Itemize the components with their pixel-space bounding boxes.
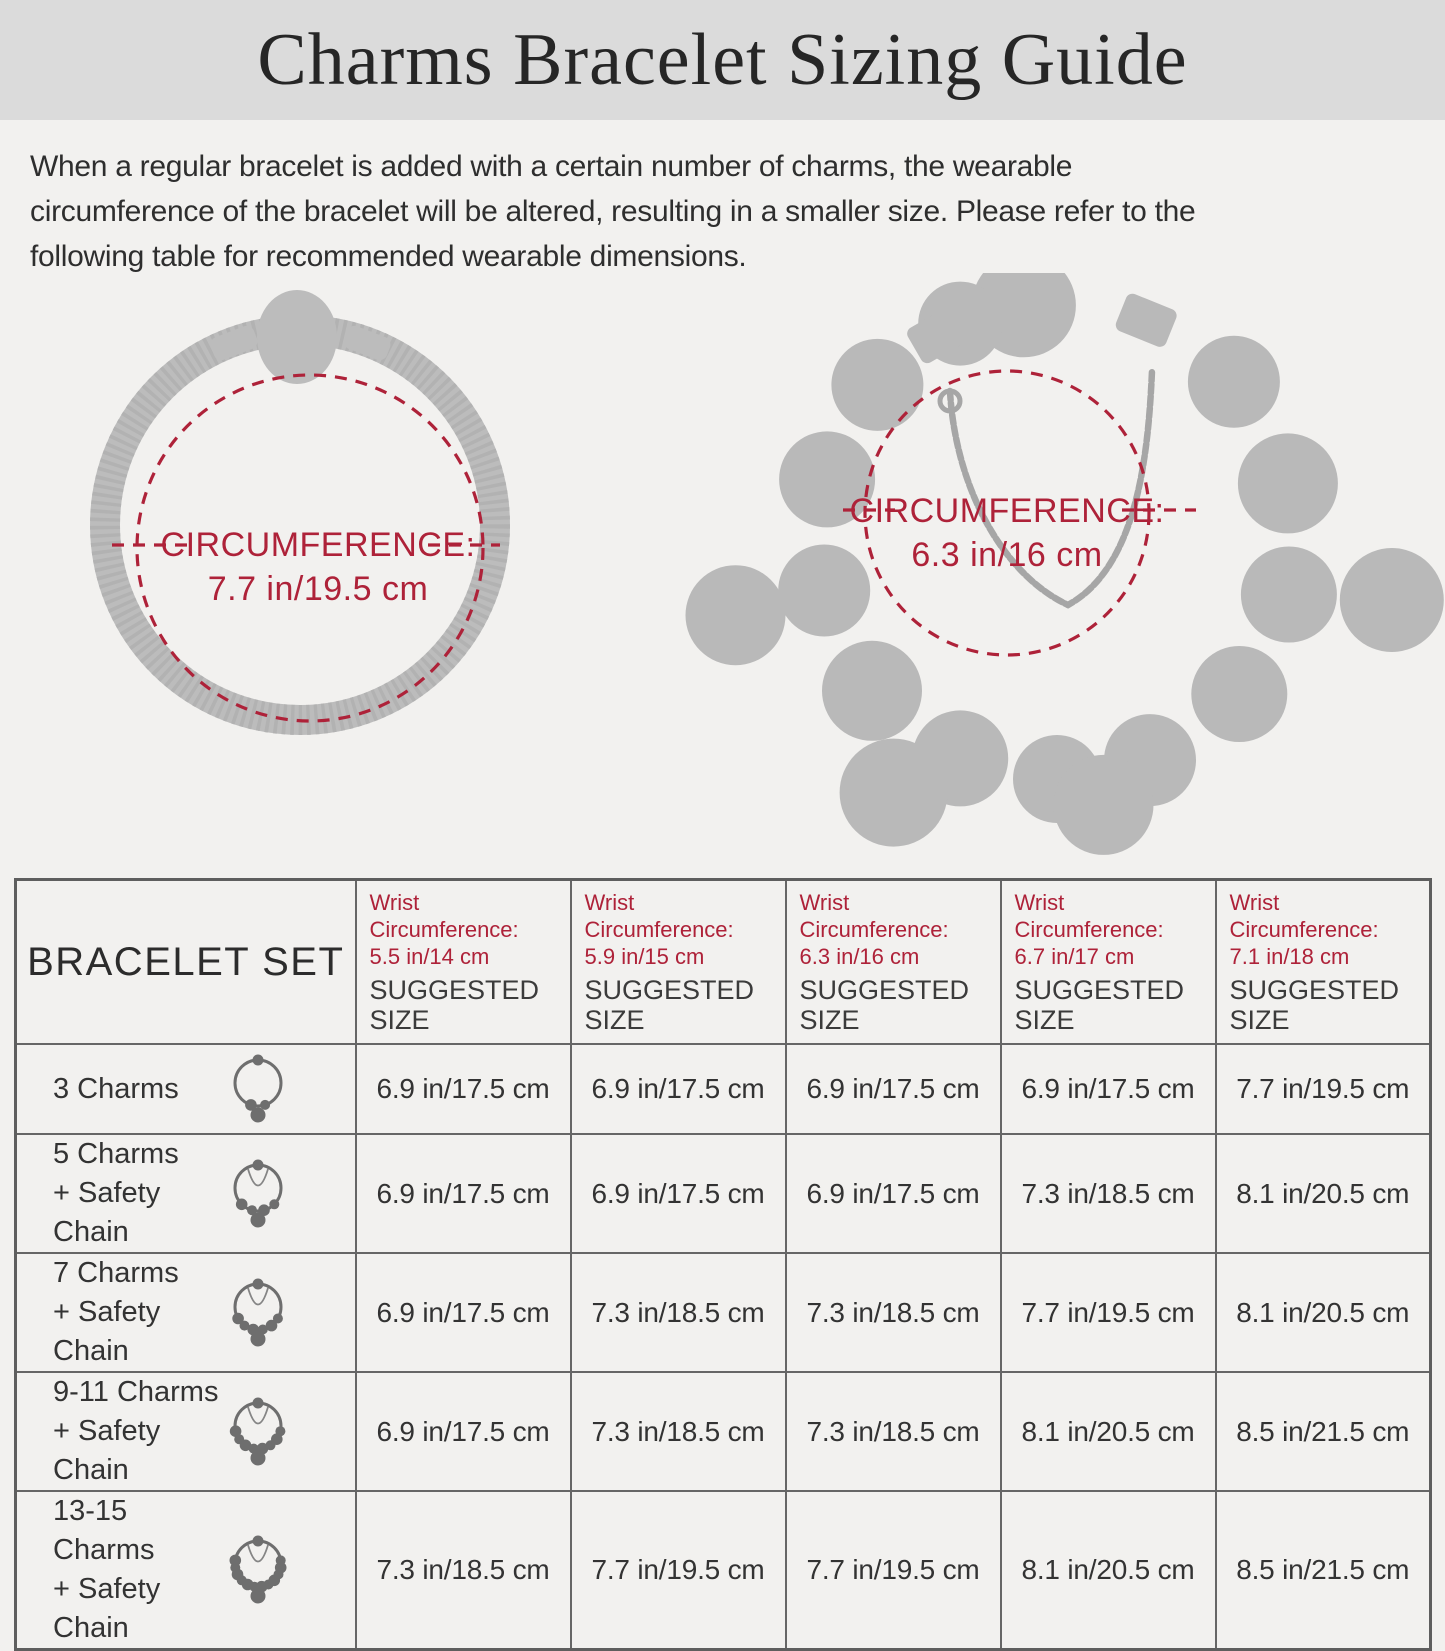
suggested-size-value: 7.3 in/18.5 cm xyxy=(786,1253,1001,1372)
suggested-size-value: 8.1 in/20.5 cm xyxy=(1216,1134,1431,1253)
wrist-circumference-label: Wrist Circumference: xyxy=(584,890,734,942)
suggested-size-value: 8.1 in/20.5 cm xyxy=(1001,1491,1216,1650)
wrist-column-header xyxy=(786,880,1001,1045)
bracelet-set-label: 3 Charms xyxy=(53,1072,179,1105)
table-row xyxy=(16,1044,1431,1134)
circumference-label: CIRCUMFERENCE: xyxy=(160,526,476,564)
suggested-size-value: 7.3 in/18.5 cm xyxy=(1001,1134,1216,1253)
suggested-size-value: 7.3 in/18.5 cm xyxy=(571,1372,786,1491)
wrist-circumference-label: Wrist Circumference: xyxy=(1014,890,1164,942)
suggested-size-value: 6.9 in/17.5 cm xyxy=(356,1253,571,1372)
suggested-size-value: 8.1 in/20.5 cm xyxy=(1216,1253,1431,1372)
suggested-size-value: 6.9 in/17.5 cm xyxy=(571,1134,786,1253)
suggested-size-value: 6.9 in/17.5 cm xyxy=(1001,1044,1216,1134)
suggested-size-value: 7.7 in/19.5 cm xyxy=(1001,1253,1216,1372)
suggested-size-value: 7.7 in/19.5 cm xyxy=(1216,1044,1431,1134)
suggested-size-value: 8.5 in/21.5 cm xyxy=(1216,1491,1431,1650)
intro-line: circumference of the bracelet will be altered, resulting in a smaller size. Please refer to the xyxy=(30,195,1196,228)
bracelet-set-cell xyxy=(16,1134,356,1253)
suggested-size-label: SUGGESTED SIZE xyxy=(799,975,970,1035)
suggested-size-value: 8.5 in/21.5 cm xyxy=(1216,1372,1431,1491)
bracelet-set-icon xyxy=(225,1390,291,1474)
suggested-size-label: SUGGESTED SIZE xyxy=(369,975,540,1035)
intro-line: following table for recommended wearable dimensions. xyxy=(30,240,747,273)
suggested-size-label: SUGGESTED SIZE xyxy=(584,975,755,1035)
wrist-column-header xyxy=(571,880,786,1045)
bracelet-set-header: BRACELET SET xyxy=(16,880,356,1045)
suggested-size-value: 6.9 in/17.5 cm xyxy=(356,1134,571,1253)
table-row xyxy=(16,1491,1431,1650)
wrist-circumference-value: 5.5 in/14 cm xyxy=(369,944,490,969)
suggested-size-value: 7.7 in/19.5 cm xyxy=(571,1491,786,1650)
suggested-size-value: 7.3 in/18.5 cm xyxy=(571,1253,786,1372)
page-title: Charms Bracelet Sizing Guide xyxy=(257,18,1188,101)
suggested-size-value: 7.7 in/19.5 cm xyxy=(786,1491,1001,1650)
plain-bracelet-diagram xyxy=(105,290,500,721)
bracelet-set-cell xyxy=(16,1372,356,1491)
bracelet-set-label: 7 Charms + Safety Chain xyxy=(53,1257,179,1367)
wrist-column-header xyxy=(1216,880,1431,1045)
intro-paragraph xyxy=(30,144,1195,279)
suggested-size-value: 6.9 in/17.5 cm xyxy=(786,1044,1001,1134)
wrist-column-header xyxy=(1001,880,1216,1045)
suggested-size-label: SUGGESTED SIZE xyxy=(1014,975,1185,1035)
bracelet-set-label: 13-15 Charms + Safety Chain xyxy=(53,1495,161,1644)
title-band xyxy=(0,0,1445,120)
suggested-size-value: 8.1 in/20.5 cm xyxy=(1001,1372,1216,1491)
suggested-size-value: 6.9 in/17.5 cm xyxy=(571,1044,786,1134)
wrist-circumference-value: 6.7 in/17 cm xyxy=(1014,944,1135,969)
charm-bracelet-diagram xyxy=(686,273,1444,855)
table-row xyxy=(16,1372,1431,1491)
table-row xyxy=(16,1134,1431,1253)
intro-line: When a regular bracelet is added with a certain number of charms, the wearable xyxy=(30,150,1073,183)
wrist-circumference-value: 6.3 in/16 cm xyxy=(799,944,920,969)
suggested-size-value: 6.9 in/17.5 cm xyxy=(786,1134,1001,1253)
suggested-size-label: SUGGESTED SIZE xyxy=(1229,975,1400,1035)
wrist-circumference-value: 7.1 in/18 cm xyxy=(1229,944,1350,969)
bracelet-clasp xyxy=(257,290,337,384)
bracelet-set-icon xyxy=(225,1271,291,1355)
suggested-size-value: 7.3 in/18.5 cm xyxy=(356,1491,571,1650)
circumference-value: 6.3 in/16 cm xyxy=(911,536,1103,574)
wrist-circumference-label: Wrist Circumference: xyxy=(799,890,949,942)
bracelet-set-icon xyxy=(225,1152,291,1236)
bracelet-set-cell xyxy=(16,1044,356,1134)
bracelet-set-label: 5 Charms + Safety Chain xyxy=(53,1138,179,1248)
bracelet-set-cell xyxy=(16,1491,356,1650)
wrist-column-header xyxy=(356,880,571,1045)
wrist-circumference-value: 5.9 in/15 cm xyxy=(584,944,705,969)
circumference-label: CIRCUMFERENCE: xyxy=(849,492,1165,530)
bracelet-set-icon xyxy=(225,1047,291,1131)
bracelet-set-label: 9-11 Charms + Safety Chain xyxy=(53,1376,219,1486)
sizing-table xyxy=(14,878,1432,1651)
circumference-value: 7.7 in/19.5 cm xyxy=(207,570,429,608)
suggested-size-value: 7.3 in/18.5 cm xyxy=(786,1372,1001,1491)
table-row xyxy=(16,1253,1431,1372)
bracelet-set-icon xyxy=(225,1528,291,1612)
wrist-circumference-label: Wrist Circumference: xyxy=(369,890,519,942)
bracelet-set-cell xyxy=(16,1253,356,1372)
wrist-circumference-label: Wrist Circumference: xyxy=(1229,890,1379,942)
bracelet-diagrams xyxy=(0,273,1445,873)
suggested-size-value: 6.9 in/17.5 cm xyxy=(356,1372,571,1491)
suggested-size-value: 6.9 in/17.5 cm xyxy=(356,1044,571,1134)
table-header-row xyxy=(16,880,1431,1045)
